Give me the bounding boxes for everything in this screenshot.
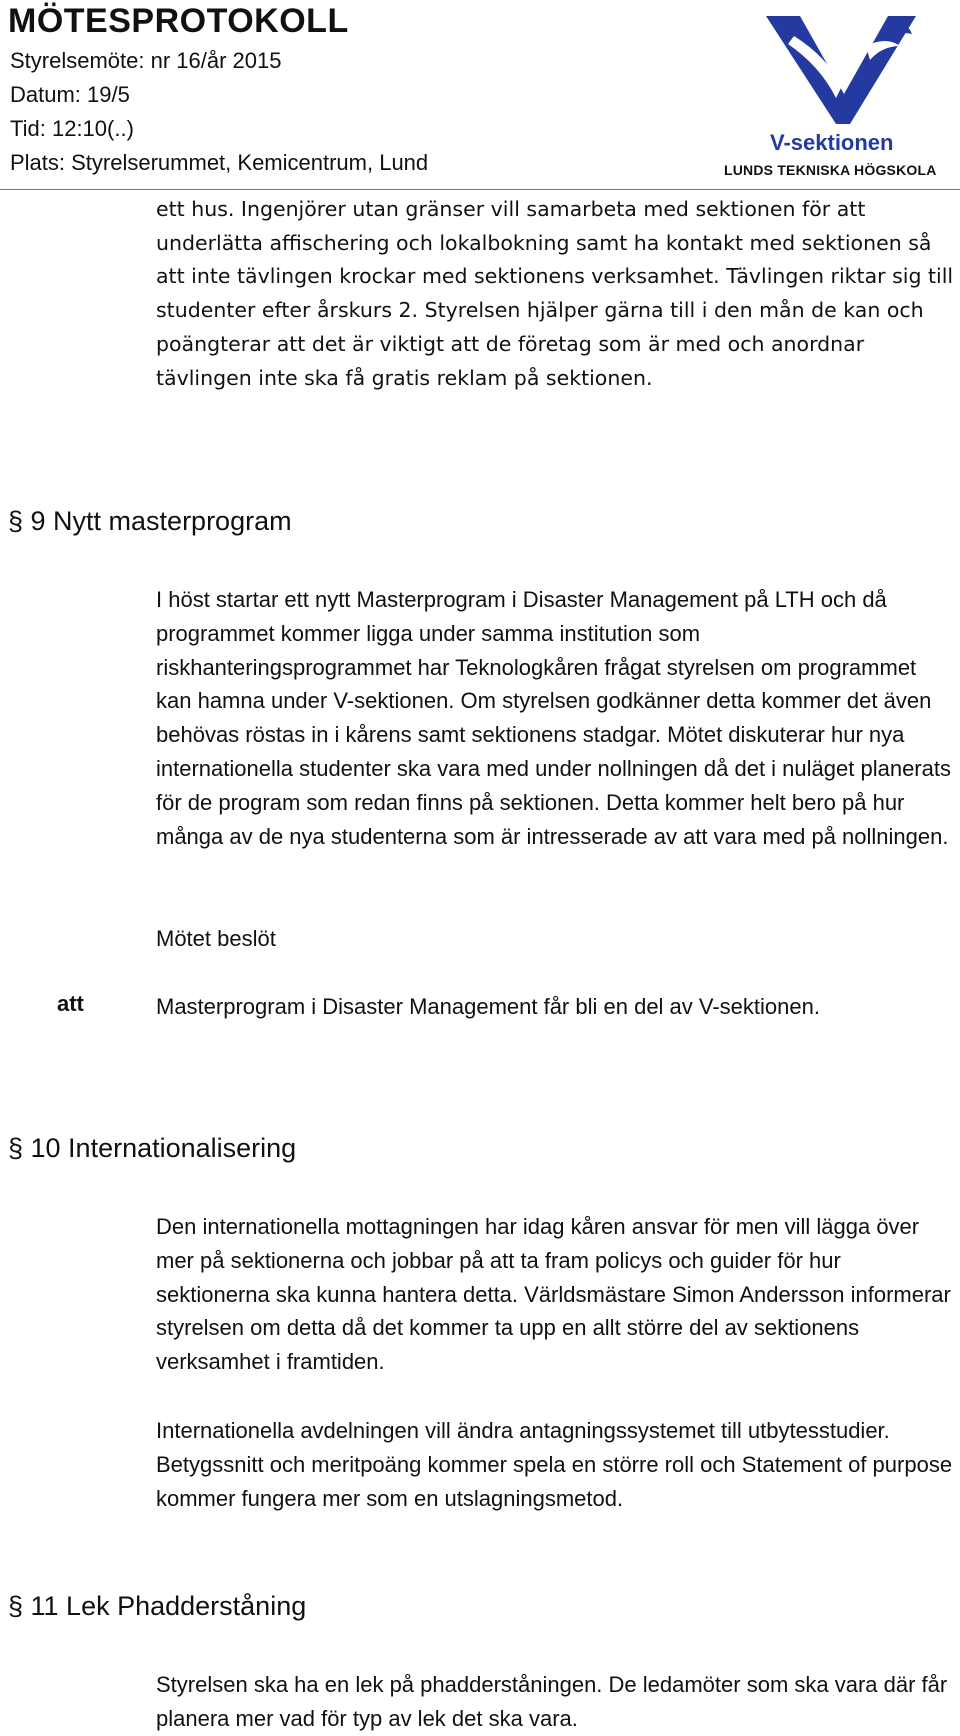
meeting-time: Tid: 12:10(..) <box>10 116 134 141</box>
document-title: MÖTESPROTOKOLL <box>8 2 349 40</box>
section-10-paragraph-1: Den internationella mottagningen har idag kåren ansvar för men vill lägga över mer på sektionerna och jobbar på att ta fram policys och guider för hur sektionerna ska kunna hantera detta. Världsmästare Simon Andersson informerar styrelsen om detta då det kommer ta upp en allt större del av sektionens verksamhet i framtiden. <box>156 1214 951 1375</box>
section-9-paragraph: I höst startar ett nytt Masterprogram i Disaster Management på LTH och då programmet kommer ligga under samma institution som riskhanteringsprogrammet har Teknologkåren frågat styrelsen om programmet kan hamna under V-sektionen. Om styrelsen godkänner detta kommer det även behövas röstas in i kårens samt sektionens stadgar. Mötet diskuterar hur nya internationella studenter ska vara med under nollningen då det i nuläget planerats för de program som redan finns på sektionen. Detta kommer helt bero på hur många av de nya studenterna som är intresserade av att vara med på nollningen. <box>156 587 951 849</box>
section-heading-11: § 11 Lek Phadderståning <box>8 1591 307 1621</box>
meeting-place: Plats: Styrelserummet, Kemicentrum, Lund <box>10 150 429 175</box>
section-heading-10: § 10 Internationalisering <box>8 1133 297 1163</box>
section-heading-9: § 9 Nytt masterprogram <box>8 506 292 536</box>
logo-subtitle: LUNDS TEKNISKA HÖGSKOLA <box>724 162 937 178</box>
decision-intro: Mötet beslöt <box>156 926 276 951</box>
document-header <box>0 0 960 190</box>
header-divider <box>0 189 960 190</box>
v-sektionen-logo <box>766 16 916 126</box>
decision-label: att <box>57 991 84 1016</box>
decision-text: Masterprogram i Disaster Management får bli en del av V-sektionen. <box>156 994 820 1019</box>
meeting-date: Datum: 19/5 <box>10 82 130 107</box>
intro-paragraph: ett hus. Ingenjörer utan gränser vill samarbeta med sektionen för att underlätta affischering och lokalbokning samt ha kontakt med sektionen så att inte tävlingen krockar med sektionens verksamhet. Tävlingen riktar sig till studenter efter årskurs 2. Styrelsen hjälper gärna till i den mån de kan och poängterar att det är viktigt att de företag som är med och anordnar tävlingen inte ska få gratis reklam på sektionen. <box>156 197 954 390</box>
meeting-number: Styrelsemöte: nr 16/år 2015 <box>10 48 282 73</box>
section-11-paragraph: Styrelsen ska ha en lek på phadderståningen. De ledamöter som ska vara där får planera mer vad för typ av lek det ska vara. <box>156 1672 948 1731</box>
logo-name: V-sektionen <box>770 130 894 155</box>
section-10-paragraph-2: Internationella avdelningen vill ändra antagningssystemet till utbytesstudier. Betygssnitt och meritpoäng kommer spela en större roll och Statement of purpose kommer fungera mer som en utslagningsmetod. <box>156 1418 953 1511</box>
